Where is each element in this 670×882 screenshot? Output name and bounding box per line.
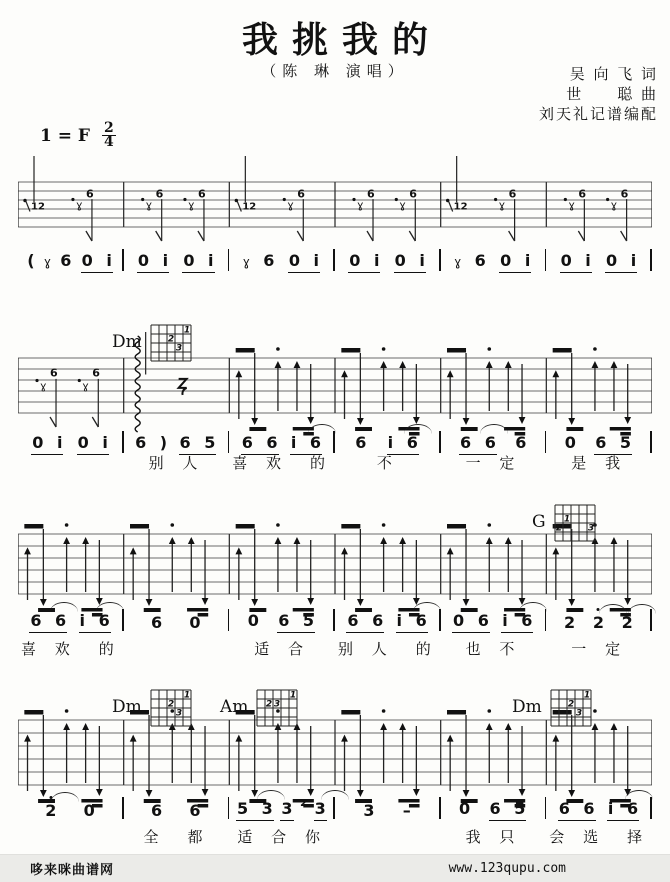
lyric-text: 也 不 (465, 640, 522, 658)
svg-text:3: 3 (274, 699, 281, 710)
footer-site-name: 哆来咪曲谱网 (30, 863, 115, 878)
jianpu-number: 6 6 (29, 613, 67, 633)
svg-text:6: 6 (155, 187, 164, 201)
jianpu-number: 0 i (77, 435, 109, 455)
barline (650, 249, 652, 271)
svg-text:6: 6 (50, 366, 58, 380)
barline (650, 431, 652, 453)
svg-text:ɣ: ɣ (187, 198, 195, 212)
chord-grid (148, 323, 196, 365)
svg-text:6: 6 (508, 187, 517, 201)
performer-subtitle: （陈 琳 演唱） (261, 62, 409, 80)
credits-block (539, 64, 658, 124)
jianpu-number: 0 i (288, 253, 320, 273)
jianpu-number: 2 (621, 613, 633, 632)
svg-text:ɣ: ɣ (610, 198, 618, 212)
jianpu-measure (335, 241, 439, 273)
svg-text:1: 1 (563, 514, 570, 525)
svg-text:6: 6 (578, 187, 587, 201)
jianpu-number: 0 i (605, 253, 637, 273)
jianpu-measure (124, 241, 228, 273)
lyric-text: 别 人 的 (337, 640, 438, 658)
jianpu-measure (229, 789, 333, 821)
lyric-text: 适 合 (254, 640, 311, 658)
jianpu-line-4 (18, 788, 652, 822)
svg-text:ɣ: ɣ (145, 198, 153, 212)
jianpu-number: 6 6 (558, 801, 596, 821)
jianpu-number: 6 5 (277, 613, 315, 633)
jianpu-number: 5 3 (236, 801, 274, 821)
svg-text:12: 12 (31, 201, 45, 213)
key-time-signature (40, 122, 116, 149)
svg-text:3: 3 (175, 343, 182, 354)
jianpu-number: i 6 (607, 801, 639, 821)
jianpu-number: 6 5 (489, 801, 527, 821)
svg-text:1: 1 (583, 690, 590, 701)
chord-name: G (532, 512, 546, 532)
svg-text:6: 6 (409, 187, 417, 201)
jianpu-number: 6 5 (179, 435, 217, 455)
jianpu-measure (441, 601, 545, 633)
jianpu-measure (546, 789, 650, 821)
svg-text:2: 2 (167, 334, 174, 345)
svg-text:ɣ: ɣ (75, 198, 83, 212)
jianpu-line-3 (18, 600, 652, 634)
svg-text:3: 3 (175, 708, 182, 719)
jianpu-number: 3 (314, 801, 327, 821)
svg-text:6: 6 (367, 187, 375, 201)
jianpu-measure (335, 423, 439, 455)
jianpu-measure (335, 601, 439, 633)
lyric-text (124, 638, 230, 659)
lyric-text: 不 (376, 454, 399, 472)
credit-composer: 世 聪 曲 (566, 85, 658, 103)
chord-name: Dm (112, 332, 142, 352)
jianpu-number: 6 6 (241, 435, 279, 455)
jianpu-measure (18, 601, 122, 633)
svg-text:ɣ: ɣ (399, 198, 406, 212)
lyric-text: 喜 欢 的 (20, 640, 121, 658)
chord-diagram-dm (112, 323, 196, 365)
lyric-text: 会 选 择 (549, 828, 650, 846)
svg-text:12: 12 (453, 201, 468, 213)
lyric-text: 全 都 (143, 828, 210, 846)
page-title: 我挑我的 (241, 20, 442, 61)
jianpu-number: 6 (60, 251, 72, 270)
jianpu-number: 6 (263, 251, 275, 270)
svg-text:ɣ: ɣ (357, 198, 364, 212)
jianpu-number: 0 i (560, 253, 592, 273)
jianpu-number: ɣ (43, 255, 51, 269)
lyric-text: 喜 欢 的 (232, 454, 333, 472)
jianpu-measure (229, 601, 333, 633)
svg-text:2: 2 (266, 699, 273, 710)
jianpu-number: 2 (564, 613, 576, 632)
svg-text:6: 6 (620, 187, 629, 201)
lyric-text (18, 826, 124, 847)
chord-diagram-g (532, 503, 600, 545)
jianpu-number: 0 i (394, 253, 426, 273)
jianpu-number: 2 (45, 801, 57, 820)
chord-name: Am (220, 697, 249, 717)
svg-text:3: 3 (587, 523, 594, 534)
jianpu-number: 2 (592, 613, 604, 632)
jianpu-number: i 6 (387, 435, 419, 455)
lyric-text (335, 826, 441, 847)
jianpu-number: 0 (247, 611, 259, 630)
jianpu-number: ( (27, 251, 35, 270)
jianpu-number: 6 (150, 801, 163, 820)
svg-text:2: 2 (167, 699, 174, 710)
svg-text:12: 12 (242, 201, 257, 213)
time-signature (102, 122, 116, 149)
svg-text:6: 6 (85, 187, 94, 201)
jianpu-measure (335, 791, 439, 819)
jianpu-number: 6 (474, 251, 486, 270)
jianpu-measure (124, 791, 228, 819)
lyric-text: 适 合 你 (237, 828, 327, 846)
svg-text:2: 2 (567, 699, 574, 710)
chord-grid (552, 503, 600, 545)
chord-diagram-dm (112, 688, 196, 730)
jianpu-measure (18, 241, 122, 273)
jianpu-measure (441, 241, 545, 273)
credit-lyricist: 吴 向 飞 词 (569, 65, 658, 83)
jianpu-number: 0 (83, 801, 95, 820)
jianpu-number: i 6 (396, 613, 428, 633)
svg-text:6: 6 (197, 187, 206, 201)
lyric-text: 是 我 (571, 454, 628, 472)
svg-text:ɣ: ɣ (40, 379, 47, 393)
svg-text:2: 2 (555, 523, 562, 534)
jianpu-number: i 6 (290, 435, 322, 455)
lyric-line-3 (18, 638, 652, 659)
chord-name: Dm (512, 697, 542, 717)
barline (650, 797, 652, 819)
jianpu-line-1 (18, 240, 652, 274)
lyric-line-2 (18, 452, 652, 473)
jianpu-number: 0 i (31, 435, 63, 455)
jianpu-number: 6 (189, 801, 201, 820)
svg-text:ɣ: ɣ (287, 198, 294, 212)
lyric-line-4 (18, 826, 652, 847)
chord-grid (254, 688, 302, 730)
key-signature: 1 = F (40, 125, 90, 146)
jianpu-number: 2 (300, 798, 308, 809)
jianpu-measure (546, 423, 650, 455)
chord-grid (148, 688, 196, 730)
jianpu-number: 6 ) (135, 433, 168, 452)
jianpu-measure (229, 423, 333, 455)
jianpu-measure (18, 791, 122, 819)
jianpu-measure (441, 789, 545, 821)
jianpu-number: – (402, 801, 411, 820)
jianpu-number: 6 6 (346, 613, 384, 633)
jianpu-line-2 (18, 422, 652, 456)
lyric-text: 一 定 (571, 640, 628, 658)
jianpu-number: 0 i (81, 253, 113, 273)
jianpu-measure (229, 241, 333, 273)
lyric-text (18, 452, 124, 473)
jianpu-number: 3 (280, 801, 293, 821)
svg-text:6: 6 (92, 366, 100, 380)
jianpu-measure (546, 603, 650, 631)
jianpu-number: 6 (355, 433, 367, 452)
jianpu-number: 0 (459, 799, 471, 818)
chord-grid (548, 688, 596, 730)
jianpu-measure (124, 423, 228, 455)
jianpu-number: 3 (363, 801, 375, 820)
jianpu-number: i 6 (501, 613, 533, 633)
jianpu-number: 0 i (348, 253, 380, 273)
svg-text:6: 6 (297, 187, 305, 201)
svg-text:1: 1 (183, 690, 190, 701)
jianpu-measure (441, 423, 545, 455)
jianpu-number: 0 i (137, 253, 169, 273)
jianpu-number: 0 (189, 613, 201, 632)
jianpu-number: 6 6 (459, 435, 497, 455)
jianpu-number: ɣ (242, 255, 250, 269)
lyric-text: 别 人 (148, 454, 205, 472)
jianpu-number: 0 6 (452, 613, 490, 633)
svg-text:ɣ: ɣ (82, 379, 89, 393)
time-numerator: 2 (103, 120, 114, 136)
time-denominator: 4 (103, 134, 114, 150)
svg-text:ɣ: ɣ (498, 198, 506, 212)
jianpu-number: 6 (515, 433, 527, 452)
jianpu-number: 0 i (499, 253, 531, 273)
jianpu-number: 6 (150, 613, 163, 632)
svg-text:ɣ: ɣ (568, 198, 575, 212)
svg-text:1: 1 (290, 690, 297, 701)
footer-site-url: www.123qupu.com (448, 861, 566, 876)
jianpu-number: 6 5 (594, 435, 632, 455)
jianpu-number: 0 i (182, 253, 214, 273)
chord-name: Dm (112, 697, 142, 717)
lyric-text: 一 定 (465, 454, 522, 472)
jianpu-number: 0 (564, 433, 576, 452)
lyric-text: 我 只 (465, 828, 522, 846)
jianpu-number: i 6 (79, 613, 111, 633)
jianpu-measure (18, 423, 122, 455)
footer-bar (0, 854, 670, 882)
chord-diagram-dm (512, 688, 596, 730)
jianpu-measure (546, 241, 650, 273)
credit-arranger: 刘天礼记谱编配 (538, 105, 658, 123)
jianpu-measure (124, 603, 228, 631)
svg-text:1: 1 (183, 325, 190, 336)
jianpu-number: ɣ (454, 255, 462, 269)
chord-diagram-am (220, 688, 302, 730)
svg-text:3: 3 (575, 708, 582, 719)
